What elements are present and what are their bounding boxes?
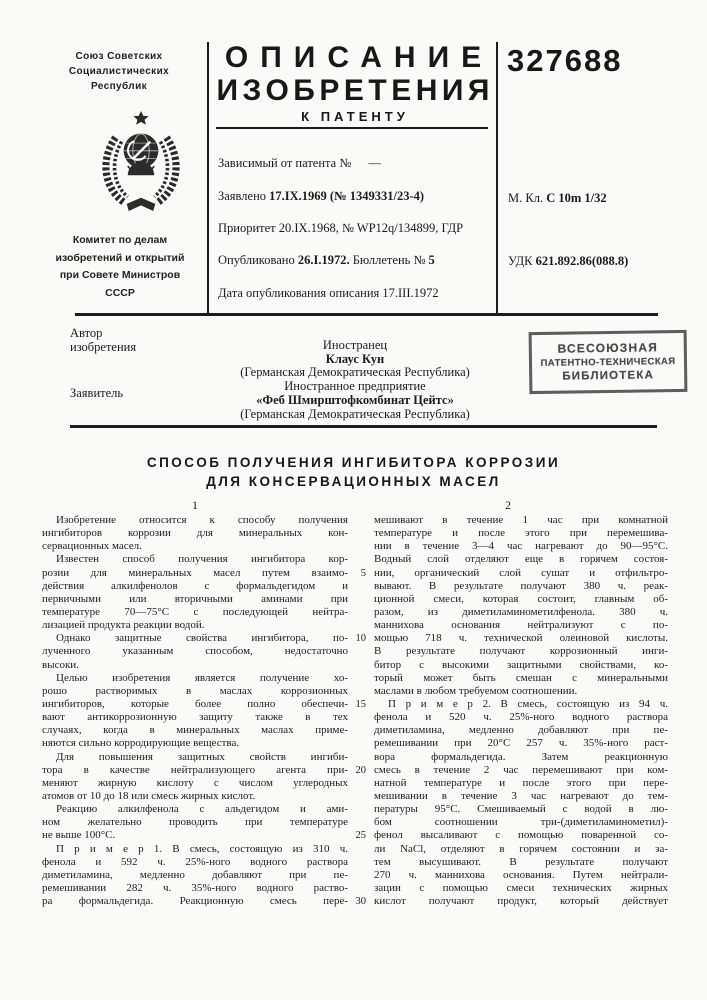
body-text-line: тем высушивают. В результате получают <box>374 855 668 868</box>
body-text-line: няются сильно корродирующие вещества. <box>42 737 240 750</box>
body-text-line: ра формальдегида. Реакционную смесь пере- <box>42 895 348 908</box>
author-country: (Германская Демократическая Республика) <box>240 365 470 380</box>
body-text-line: температуре 70—75°С с последующей нейтра- <box>42 605 348 618</box>
body-text-line: маннихова основания нейтрализуют с по- <box>374 619 668 632</box>
union-line: Союз Советских <box>75 51 163 62</box>
body-text-line: зации с помощью смеси технических жирных <box>374 882 668 895</box>
horizontal-rule-top <box>75 313 658 316</box>
body-text-line: нии, органический слой сушат и отфильтро- <box>374 566 668 579</box>
invention-title-line-2: ДЛЯ КОНСЕРВАЦИОННЫХ МАСЕЛ <box>206 474 501 489</box>
body-text-line: розии для минеральных масел путем взаимо- <box>42 566 348 579</box>
body-text-line: маслами в любом требуемом соотношении. <box>374 684 578 697</box>
body-text-line: фенола и 520 ч. 25%-ного водного раствора <box>374 711 668 724</box>
body-text-line: мешивании в течение 3 час нагревают до тем- <box>374 790 668 803</box>
body-text-line: меняют жирную кислоту с числом углеродных <box>42 776 348 789</box>
author-label-line: Автор <box>70 326 103 340</box>
body-text-line: пературы 95°С. Смешиваемый с водой в лю- <box>374 803 668 816</box>
margin-line-number <box>348 672 374 685</box>
body-text-line: ингибиторов коррозии для минеральных кон- <box>42 527 348 540</box>
body-text-line: рошо растворимых в маслах коррозионных <box>42 684 348 697</box>
margin-line-number: 25 <box>355 830 366 842</box>
issuing-union-name <box>28 49 210 94</box>
ussr-coat-of-arms-icon <box>96 110 186 212</box>
library-stamp <box>529 330 688 394</box>
margin-line-number <box>348 593 374 606</box>
margin-line-number: 15 <box>355 699 366 710</box>
margin-line-number: 20 <box>355 764 366 776</box>
body-column-left <box>42 514 348 908</box>
margin-line-number <box>348 777 374 790</box>
body-text-line: фенол высаливают с помощью поваренной со- <box>374 829 668 842</box>
column-2-marker: 2 <box>505 498 511 512</box>
field-int-class <box>508 191 607 205</box>
body-text-line: Целью изобретения является получение хо- <box>56 671 348 684</box>
field-label: Заявлено <box>218 189 267 203</box>
margin-line-number <box>348 856 374 869</box>
stamp-line: ПАТЕНТНО-ТЕХНИЧЕСКАЯ <box>540 355 676 369</box>
field-label: УДК <box>508 254 533 268</box>
applicant-type: Иностранное предприятие <box>284 379 426 394</box>
committee-line: СССР <box>105 286 135 299</box>
margin-line-number <box>348 711 374 724</box>
body-text-line: тора в качестве нейтрализующего агента при- <box>42 763 348 776</box>
body-text-line: лизацией продукта реакции водой. <box>42 619 205 632</box>
field-description-published: Дата опубликования описания 17.III.1972 <box>218 286 439 300</box>
body-text-line: ли NaCl, отделяют в горячем состоянии и за- <box>374 842 668 855</box>
body-text-line: температуре и после этого при перемешива- <box>374 527 668 540</box>
body-text-line: В результате получают коррозионный инги- <box>374 645 668 658</box>
margin-line-number <box>348 803 374 816</box>
body-text-line: битор с высокими защитными свойствами, ко- <box>374 658 668 671</box>
body-text-line: Реакцию алкилфенола с альдегидом и ами- <box>56 803 348 816</box>
margin-line-number <box>348 724 374 737</box>
body-text-line: ном желательно проводить при температуре <box>42 816 348 829</box>
margin-line-number <box>348 659 374 672</box>
stamp-line: ВСЕСОЮЗНАЯ <box>557 339 659 356</box>
body-text-line: нии в течение 3—4 час нагревают до 90—95°С. <box>374 540 668 553</box>
body-text-line: атомов от 10 до 18 или смесь жирных кислот. <box>42 789 256 802</box>
margin-line-number <box>348 580 374 593</box>
body-text-line: Водный слой отделяют еще в горячем состоя- <box>374 553 668 566</box>
margin-line-number <box>348 514 374 527</box>
margin-line-number <box>348 737 374 750</box>
margin-line-number <box>348 882 374 895</box>
margin-line-number <box>348 619 374 632</box>
body-text-line: смесь в течение 2 час перемешивают при ком- <box>374 763 668 776</box>
body-text-line: Однако защитные свойства ингибитора, по- <box>56 632 348 645</box>
union-line: Социалистических <box>68 66 170 77</box>
document-type-word-1: ОПИСАНИЕ <box>224 41 494 74</box>
body-text-line: лученного указанным способом, недостаточно <box>42 645 348 658</box>
margin-line-number: 5 <box>360 567 366 579</box>
margin-line-number <box>348 816 374 829</box>
body-text-line: вора формальдегида. Затем реакционную <box>374 750 668 763</box>
field-label: Зависимый от патента № <box>218 156 352 170</box>
committee-line: при Совете Министров <box>59 269 181 281</box>
body-text-line: торый может быть смешан с минеральными <box>374 671 668 684</box>
margin-line-number <box>348 751 374 764</box>
margin-line-number <box>348 540 374 553</box>
body-text-line: ремешивании 282 ч. 35%-ного водного раство- <box>42 881 348 894</box>
author-name: Клаус Кун <box>325 351 385 366</box>
applicant-label: Заявитель <box>70 386 124 400</box>
body-text-line: П р и м е р 2. В смесь, состоящую из 94 ч. <box>388 698 668 710</box>
field-dependent-patent <box>218 156 381 170</box>
udc-value: 621.892.86(088.8) <box>535 254 629 268</box>
body-text-line: первичными или вторичными аминами при <box>42 592 348 605</box>
body-text-line: разом, из диметиламинометилфенола. 380 ч. <box>374 606 668 618</box>
field-udc <box>508 254 628 268</box>
applicant-country: (Германская Демократическая Республика) <box>240 406 470 421</box>
margin-line-number <box>348 606 374 619</box>
field-published <box>218 253 435 267</box>
field-filed <box>218 189 424 203</box>
body-text-line: ингибиторов, которые более полно обеспечи- <box>42 697 348 710</box>
document-subtype: К ПАТЕНТУ <box>301 109 409 124</box>
field-value: 17.IX.1969 (№ 1349331/23-4) <box>269 189 425 203</box>
class-value: C 10m 1/32 <box>546 191 607 205</box>
author-nationality: Иностранец <box>322 338 388 352</box>
margin-line-number: 30 <box>355 896 366 908</box>
body-text-line: вают антикоррозионную защиту также в тех <box>42 711 348 724</box>
bulletin-label: Бюллетень № <box>352 253 426 267</box>
margin-line-number <box>348 843 374 856</box>
body-text-line: Известен способ получения ингибитора кор- <box>56 553 348 566</box>
union-line: Республик <box>90 81 148 92</box>
body-text-line: случаях, когда в минеральных маслах приме- <box>42 724 348 737</box>
field-value: — <box>368 156 381 170</box>
applicant-name: «Феб Шмирштофкомбинат Цейтс» <box>256 392 454 407</box>
parties-names-block <box>180 339 530 421</box>
margin-line-number <box>348 790 374 803</box>
body-text-line: бом соотношении три-(диметиламинометил)- <box>374 816 668 829</box>
header-vertical-rule-right <box>496 42 498 313</box>
margin-line-number <box>348 869 374 882</box>
document-type-word-2: ИЗОБРЕТЕНИЯ <box>216 74 494 107</box>
margin-line-number <box>348 645 374 658</box>
body-text-line: ремешивании при 20°С 257 ч. 35%-ного раст- <box>374 737 668 750</box>
margin-line-number <box>348 527 374 540</box>
body-text-line: диметиламина, медленно добавляют при пе- <box>374 724 668 737</box>
stamp-line: БИБЛИОТЕКА <box>562 368 655 383</box>
margin-line-number <box>348 685 374 698</box>
body-text-line: мощью 718 ч. технической олеиновой кислоты. <box>374 632 668 645</box>
committee-line: Комитет по делам <box>72 234 168 246</box>
invention-title-line-1: СПОСОБ ПОЛУЧЕНИЯ ИНГИБИТОРА КОРРОЗИИ <box>146 455 561 470</box>
field-label: Опубликовано <box>218 253 295 267</box>
published-date: 26.I.1972. <box>297 253 350 267</box>
body-text-line: действия алкилфенолов с формальдегидом и <box>42 579 348 592</box>
body-text-line: натной температуре и после этого при пере- <box>374 776 668 789</box>
body-text-line: фенола и 592 ч. 25%-ного водного раствора <box>42 855 348 868</box>
header-vertical-rule-left <box>207 42 209 313</box>
field-priority: Приоритет 20.IX.1968, № WP12q/134899, ГДР <box>218 221 464 235</box>
horizontal-rule-middle <box>70 425 657 428</box>
column-1-marker: 1 <box>192 498 198 512</box>
field-label: М. Кл. <box>508 191 544 205</box>
author-label-line: изобретения <box>70 339 137 354</box>
margin-line-number <box>348 553 374 566</box>
body-text-line: 270 ч. маннихова основания. Путем нейтрали- <box>374 868 668 881</box>
patent-number: 327688 <box>507 43 623 78</box>
body-text-line: Для повышения защитных свойств ингиби- <box>56 750 348 763</box>
subtitle-underline <box>216 127 488 129</box>
body-text-line: высоки. <box>42 658 79 671</box>
body-text-line: не выше 100°С. <box>42 829 116 842</box>
body-text-line: кислот получают продукт, который действует <box>374 895 668 908</box>
body-text-line: ционной смеси, которая состоит, главным об- <box>374 592 668 605</box>
body-text-line: сервационных масел. <box>42 540 142 553</box>
margin-line-number: 10 <box>355 633 366 645</box>
author-label <box>70 327 136 354</box>
body-text-line: П р и м е р 1. В смесь, состоящую из 310 ч. <box>56 842 348 855</box>
body-text-line: Изобретение относится к способу получения <box>56 514 348 526</box>
bulletin-number: 5 <box>428 253 435 267</box>
body-text-line: мешивают в течение 1 час при комнатной <box>374 514 668 526</box>
body-column-right <box>348 514 668 908</box>
committee-name <box>24 232 216 302</box>
committee-line: изобретений и открытий <box>55 251 185 264</box>
body-text-line: диметиламина, медленно добавляют при пе- <box>42 868 348 881</box>
body-text-line: вывают. В результате получают 380 ч. реак- <box>374 579 668 592</box>
